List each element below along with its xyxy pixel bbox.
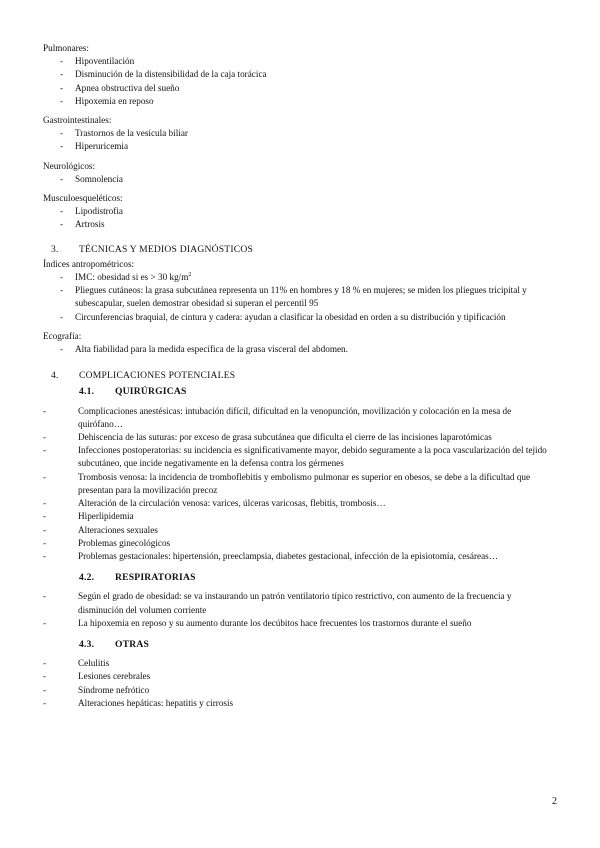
list-item: - Lipodistrofia — [43, 205, 558, 218]
dash-bullet: - — [43, 511, 47, 522]
dash-bullet: - — [60, 285, 64, 296]
dash-bullet: - — [43, 550, 47, 561]
list-item: - Artrosis — [43, 218, 558, 231]
subsection-title: RESPIRATORIAS — [115, 572, 196, 584]
subsection-number: 4.1. — [79, 386, 95, 398]
category-list — [43, 127, 558, 153]
list-item: - Hipoxemia en reposo — [43, 95, 558, 108]
list-item: - Pliegues cutáneos: la grasa subcutánea representa un 11% en hombres y 18 % en mujeres; se miden los pliegues tricipital y subescapular, suelen demostrar obesidad si superan el percentil 95 — [60, 285, 527, 309]
dash-bullet: - — [60, 128, 64, 139]
ecografia-list — [43, 343, 558, 356]
list-item: - Alteraciones hepáticas: hepatitis y cirrosis — [43, 697, 558, 710]
list-item: - Trombosis venosa: la incidencia de tromboflebitis y embolismo pulmonar es superior en obesos, se debe a la dificultad que presentan para la movilización precoz — [43, 471, 531, 495]
category-label: Ecografía: — [43, 330, 82, 341]
list-item: - Alta fiabilidad para la medida específica de la grasa visceral del abdomen. — [43, 343, 558, 356]
category-musculoesqueleticos — [43, 192, 558, 232]
dash-bullet: - — [43, 684, 47, 695]
dash-bullet: - — [60, 206, 64, 217]
respiratorias-list — [43, 590, 558, 630]
list-item: - Disminución de la distensibilidad de la caja torácica — [43, 68, 558, 81]
list-item: - Hipoventilación — [43, 55, 558, 68]
category-list — [43, 173, 558, 186]
section-title: TÉCNICAS Y MEDIOS DIAGNÓSTICOS — [79, 243, 253, 255]
category-label: Gastrointestinales: — [43, 115, 112, 126]
dash-bullet: - — [60, 311, 64, 322]
dash-bullet: - — [60, 82, 64, 93]
dash-bullet: - — [43, 697, 47, 708]
dash-bullet: - — [43, 658, 47, 669]
dash-bullet: - — [60, 69, 64, 80]
dash-bullet: - — [43, 671, 47, 682]
section-heading-3 — [43, 243, 558, 256]
category-list — [43, 205, 558, 231]
category-label: Neurológicos: — [43, 160, 96, 171]
dash-bullet: - — [43, 498, 47, 509]
subsection-number: 4.3. — [79, 638, 95, 650]
subsection-heading-4-3 — [43, 638, 558, 651]
document-body — [43, 42, 558, 710]
list-item: - Complicaciones anestésicas: intubación difícil, dificultad en la venopunción, movilización y colocación en la mesa de quirófano… — [43, 405, 512, 429]
list-item: - Según el grado de obesidad: se va instaurando un patrón ventilatorio típico restrictivo, con aumento de la frecuencia y disminución del volumen corriente — [43, 591, 512, 615]
category-label: Índices antropométricos: — [43, 258, 135, 269]
subsection-title: QUIRÚRGICAS — [115, 386, 187, 398]
list-item: - Hiperlipidemia — [43, 510, 558, 523]
dash-bullet: - — [60, 141, 64, 152]
list-item: - Alteraciones sexuales — [43, 524, 558, 537]
list-item: - Alteración de la circulación venosa: varices, úlceras varicosas, flebitis, trombosis… — [43, 497, 558, 510]
list-item: - IMC: obesidad si es > 30 $kg/m^2$ — [43, 271, 558, 284]
section-heading-4 — [43, 369, 558, 382]
list-item: - Infecciones postoperatorias: su incidencia es significativamente mayor, debido seguramente a la poca vascularización del tejido subcutáneo, que incide negativamente en la defensa contra los gérmenes — [43, 445, 547, 469]
category-label: Musculoesqueléticos: — [43, 193, 123, 204]
section-title: COMPLICACIONES POTENCIALES — [79, 370, 236, 382]
subsection-title: OTRAS — [115, 638, 150, 650]
list-item: - Apnea obstructiva del sueño — [43, 82, 558, 95]
list-item: - Problemas ginecológicos — [43, 537, 558, 550]
dash-bullet: - — [43, 432, 47, 443]
subsection-number: 4.2. — [79, 572, 95, 584]
dash-bullet: - — [60, 56, 64, 67]
dash-bullet: - — [60, 173, 64, 184]
list-item: - Somnolencia — [43, 173, 558, 186]
category-pulmonares — [43, 42, 558, 108]
dash-bullet: - — [60, 219, 64, 230]
list-item: - Síndrome nefrótico — [43, 684, 558, 697]
list-item: - Dehiscencia de las suturas: por exceso de grasa subcutánea que dificulta el cierre de las incisiones laparotómicas — [43, 431, 558, 444]
dash-bullet: - — [43, 405, 47, 416]
list-item: - Celulitis — [43, 657, 558, 670]
list-item: - Hiperuricemia — [43, 140, 558, 153]
quirurgicas-list — [43, 405, 558, 563]
subsection-heading-4-2 — [43, 571, 558, 584]
category-gastrointestinales — [43, 114, 558, 154]
list-item: - Problemas gestacionales: hipertensión, preeclampsia, diabetes gestacional, infección de la episiotomía, cesáreas… — [43, 550, 558, 563]
dash-bullet: - — [43, 471, 47, 482]
dash-bullet: - — [43, 537, 47, 548]
dash-bullet: - — [43, 524, 47, 535]
category-list — [43, 55, 558, 108]
category-label: Pulmonares: — [43, 43, 89, 53]
dash-bullet: - — [60, 344, 64, 355]
indices-list — [43, 271, 558, 324]
category-neurologicos — [43, 160, 558, 186]
dash-bullet: - — [60, 95, 64, 106]
otras-list — [43, 657, 558, 710]
dash-bullet: - — [43, 445, 47, 456]
list-item: - Trastornos de la vesícula biliar — [43, 127, 558, 140]
list-item: - Lesiones cerebrales — [43, 670, 558, 683]
section-number: 4. — [51, 370, 59, 382]
list-item: - La hipoxemia en reposo y su aumento durante los decúbitos hace frecuentes los trastornos durante el sueño — [43, 617, 558, 630]
dash-bullet: - — [43, 591, 47, 602]
list-item: - Circunferencias braquial, de cintura y cadera: ayudan a clasificar la obesidad en orden a su distribución y tipificación — [43, 311, 558, 324]
dash-bullet: - — [43, 617, 47, 628]
subsection-heading-4-1 — [43, 385, 558, 398]
dash-bullet: - — [60, 272, 64, 283]
section-number: 3. — [51, 243, 59, 255]
page-number: 2 — [552, 796, 557, 807]
